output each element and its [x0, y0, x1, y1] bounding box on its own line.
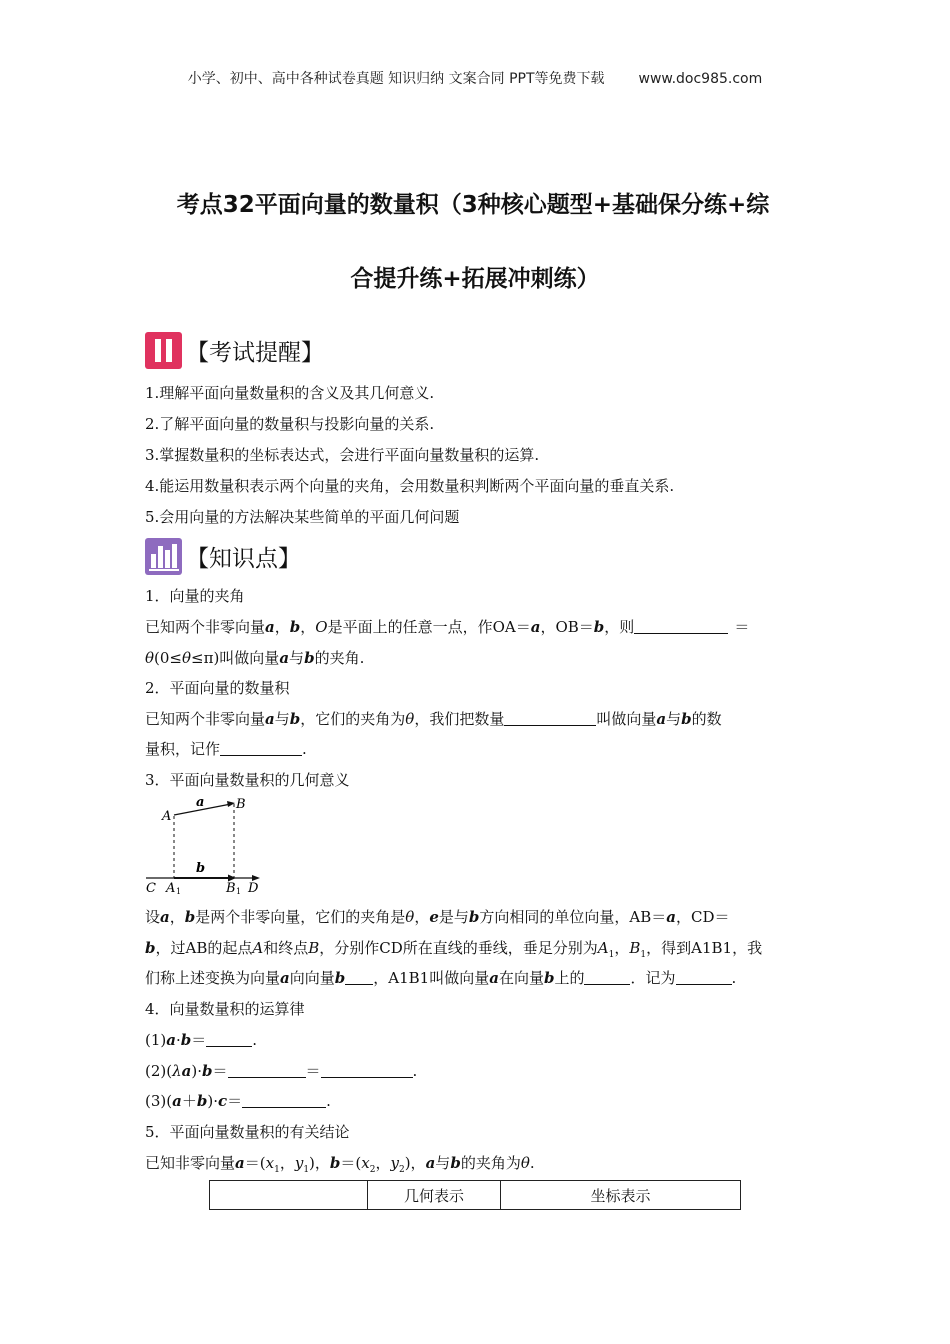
s2-para-line2: 量积，记作 .: [145, 740, 307, 758]
tip-item-5: 5.会用向量的方法解决某些简单的平面几何问题: [145, 508, 460, 526]
label-B: B: [236, 797, 246, 812]
label-a: a: [196, 795, 205, 810]
pause-icon: [145, 332, 182, 369]
s4-law-1: (1)a·b＝ .: [145, 1031, 258, 1049]
label-b: b: [196, 861, 206, 876]
tip-item-3: 3.掌握数量积的坐标表达式，会进行平面向量数量积的运算.: [145, 446, 540, 464]
table-header-coordinate: 坐标表示: [501, 1181, 741, 1210]
blank-transform[interactable]: [345, 968, 373, 985]
page-header: [0, 68, 950, 88]
s3-title: 3．平面向量数量积的几何意义: [145, 771, 350, 789]
table-header-geometric: 几何表示: [368, 1181, 501, 1210]
label-A1: A: [166, 881, 176, 894]
s3-para-line3: 们称上述变换为向量a向向量b ，A1B1叫做向量a在向量b上的 ．记为 .: [145, 969, 737, 987]
blank-law-2a[interactable]: [228, 1061, 306, 1078]
s5-para-line1: 已知非零向量$a=(x_1$，$y_1$)，$b=(x_2$，$y_2$)，a与b的夹角为θ.: [145, 1154, 535, 1175]
s1-para-line2: θ(0≤θ≤π)叫做向量a与b的夹角.: [145, 649, 365, 667]
s3-para-line2: b，过AB的起点A和终点B，分别作CD所在直线的垂线，垂足分别为$A_1$，$B_1$，得到A1B1，我: [145, 939, 763, 960]
s4-law-3: (3)(a＋b)·c＝ .: [145, 1092, 331, 1110]
doc-title-line2: 合提升练+拓展冲刺练）: [350, 266, 600, 292]
label-B1: B: [226, 881, 236, 894]
label-A1-sub: 1: [176, 887, 182, 894]
label-C: C: [146, 881, 156, 894]
s1-title: 1．向量的夹角: [145, 587, 245, 605]
header-site[interactable]: www.doc985.com: [638, 71, 763, 87]
tip-item-2: 2.了解平面向量的数量积与投影向量的关系.: [145, 415, 435, 433]
table-header-empty: [210, 1181, 368, 1210]
label-B1-sub: 1: [236, 887, 242, 894]
label-D: D: [248, 881, 259, 894]
table-header-row: [210, 1181, 741, 1210]
conclusion-table: [209, 1180, 741, 1210]
s2-para-line1: 已知两个非零向量a与b，它们的夹角为θ，我们把数量 叫做向量a与b的数: [145, 710, 722, 728]
s1-para-line1: 已知两个非零向量a，b，O是平面上的任意一点，作OA＝a，OB＝b，则 ＝: [145, 618, 750, 636]
exam-tips-heading: [145, 330, 324, 370]
projection-figure: [140, 792, 270, 894]
bar-chart-icon: [145, 538, 182, 575]
blank-law-1[interactable]: [206, 1030, 252, 1047]
s5-title: 5．平面向量数量积的有关结论: [145, 1123, 350, 1141]
blank-projection[interactable]: [584, 968, 630, 985]
blank-dot-product[interactable]: [504, 709, 596, 726]
blank-angle[interactable]: [634, 617, 728, 634]
exam-tips-label: 【考试提醒】: [186, 339, 324, 366]
blank-law-2b[interactable]: [321, 1061, 413, 1078]
blank-notation[interactable]: [220, 739, 302, 756]
s2-title: 2．平面向量的数量积: [145, 679, 290, 697]
s4-law-2: (2)(λa)·b＝ ＝ .: [145, 1062, 418, 1080]
s3-para-line1: 设a，b是两个非零向量，它们的夹角是θ，e是与b方向相同的单位向量，AB＝a，CD＝: [145, 908, 730, 926]
header-text: 小学、初中、高中各种试卷真题 知识归纳 文案合同 PPT等免费下载: [187, 71, 605, 87]
knowledge-heading: [145, 536, 301, 576]
tip-item-1: 1.理解平面向量数量积的含义及其几何意义.: [145, 384, 435, 402]
tip-item-4: 4.能运用数量积表示两个向量的夹角，会用数量积判断两个平面向量的垂直关系.: [145, 477, 675, 495]
doc-title-line1: 考点32平面向量的数量积（3种核心题型+基础保分练+综: [176, 192, 770, 218]
blank-projection-notation[interactable]: [676, 968, 732, 985]
label-A: A: [162, 809, 172, 824]
knowledge-label: 【知识点】: [186, 545, 301, 572]
blank-law-3[interactable]: [242, 1091, 326, 1108]
s4-title: 4．向量数量积的运算律: [145, 1000, 305, 1018]
